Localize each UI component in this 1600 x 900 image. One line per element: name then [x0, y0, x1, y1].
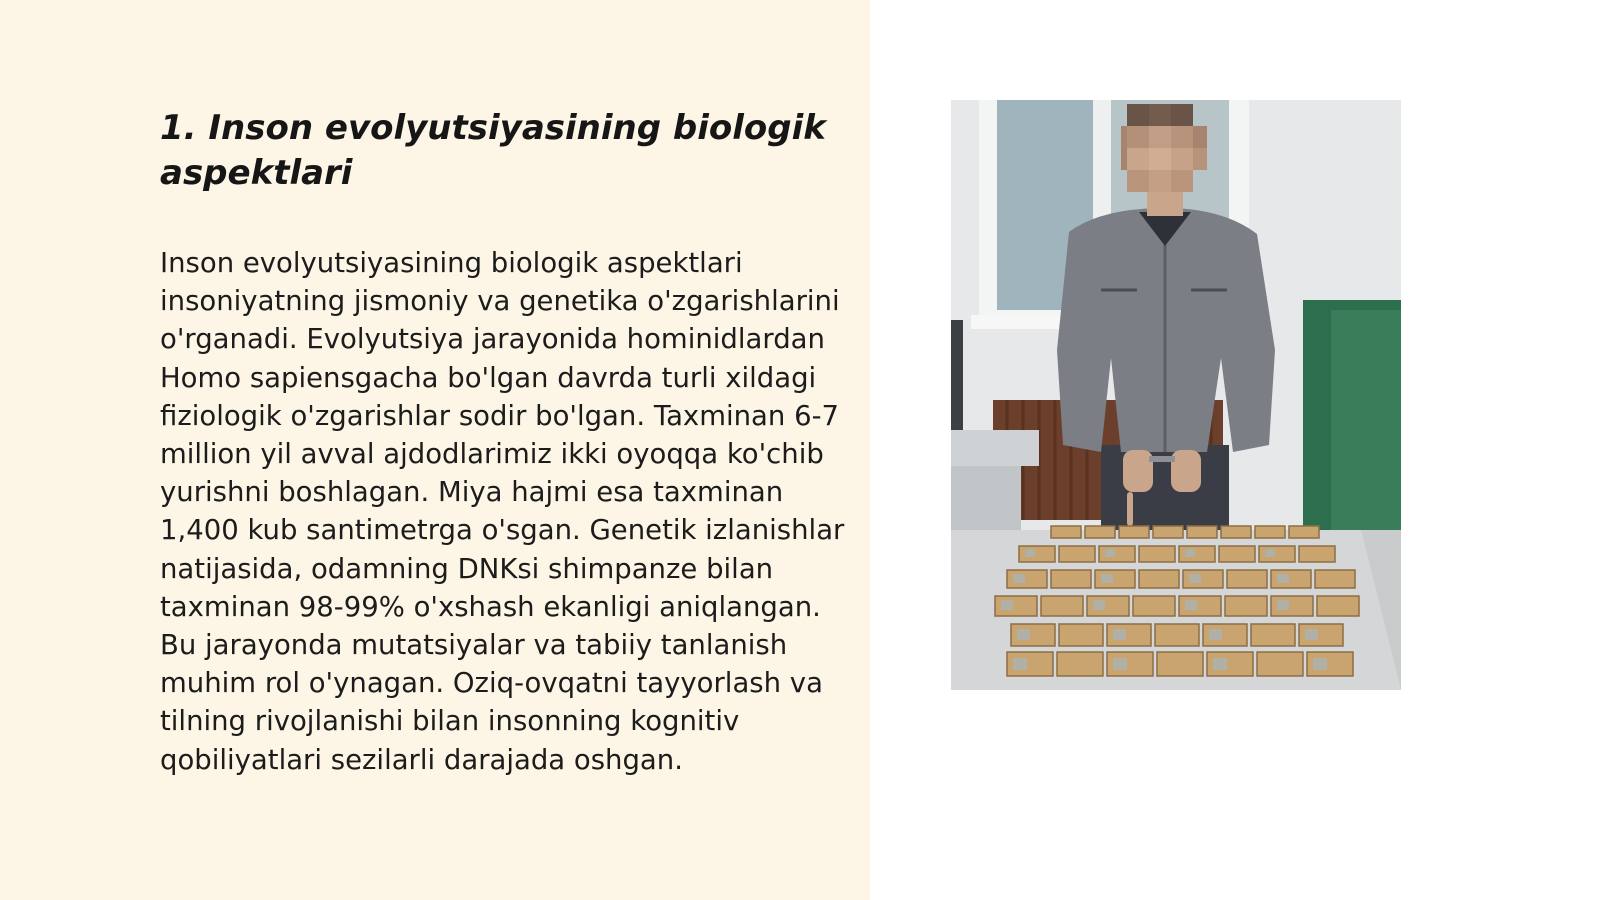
slide-body-text: Inson evolyutsiyasining biologik aspektlari insoniyatning jismoniy va genetika o'zgarishlarini o'rganadi. Evolyutsiya jarayonida hominidlardan Homo sapiensgacha bo'lgan davrda turli xildagi fiziologik o'zgarishlar sodir bo'lgan. Taxminan 6-7 million yil avval ajdodlarimiz ikki oyoqqa ko'chib yurishni boshlagan. Miya hajmi esa taxminan 1,400 kub santimetrga o'sgan. Genetik izlanishlar natijasida, odamning DNKsi shimpanze bilan taxminan 98-99% o'xshash ekanligi aniqlangan. Bu jarayonda mutatsiyalar va tabiiy tanlanish muhim rol o'ynagan. Oziq-ovqatni tayyorlash va tilning rivojlanishi bilan insonning kognitiv qobiliyatlari sezilarli darajada oshgan. [160, 247, 845, 776]
slide-photo [951, 100, 1401, 690]
photo-illustration [951, 100, 1401, 690]
slide-title: 1. Inson evolyutsiyasining biologik aspektlari [160, 108, 826, 193]
